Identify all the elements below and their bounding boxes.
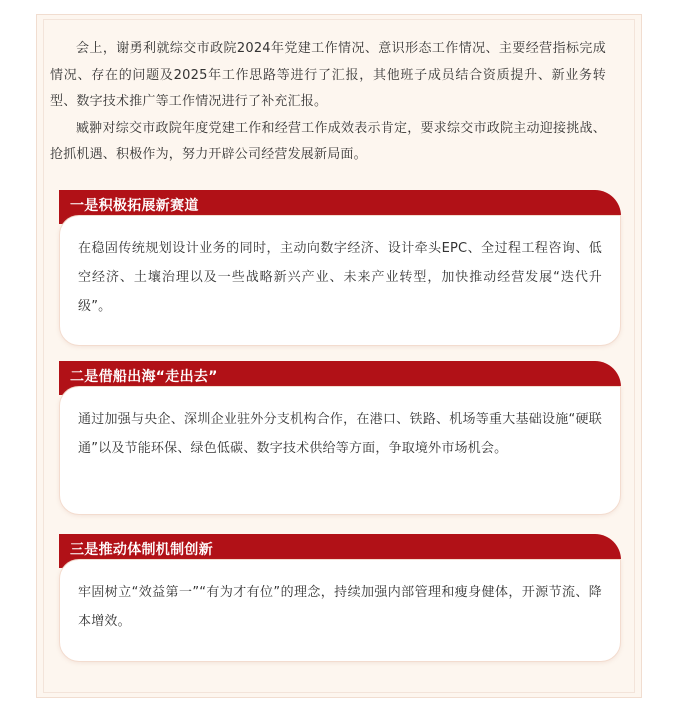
section-body: 通过加强与央企、深圳企业驻外分支机构合作，在港口、铁路、机场等重大基础设施“硬联通”以及节能环保、绿色低碳、数字技术供给等方面，争取境外市场机会。 bbox=[78, 412, 602, 456]
section-card bbox=[59, 386, 621, 515]
section-new-track bbox=[59, 190, 621, 346]
intro-paragraph-1: 会上，谢勇利就综交市政院2024年党建工作情况、意识形态工作情况、主要经营指标完成情况、存在的问题及2025年工作思路等进行了汇报，其他班子成员结合资质提升、新业务转型、数字技术推广等工作情况进行了补充汇报。 bbox=[50, 41, 606, 109]
section-title: 一是积极拓展新赛道 bbox=[70, 198, 199, 214]
section-go-global bbox=[59, 361, 621, 515]
intro-paragraph-2: 臧翀对综交市政院年度党建工作和经营工作成效表示肯定，要求综交市政院主动迎接挑战、抢抓机遇、积极作为，努力开辟公司经营发展新局面。 bbox=[50, 120, 606, 162]
section-title: 二是借船出海“走出去” bbox=[70, 369, 218, 385]
section-title: 三是推动体制机制创新 bbox=[70, 542, 213, 558]
section-card bbox=[59, 559, 621, 662]
section-body: 牢固树立“效益第一”“有为才有位”的理念，持续加强内部管理和瘦身健体，开源节流、降本增效。 bbox=[78, 585, 602, 629]
intro-text bbox=[50, 36, 606, 169]
section-card bbox=[59, 215, 621, 346]
section-institutional-innovation bbox=[59, 534, 621, 662]
section-body: 在稳固传统规划设计业务的同时，主动向数字经济、设计牵头EPC、全过程工程咨询、低空经济、土壤治理以及一些战略新兴产业、未来产业转型，加快推动经营发展“迭代升级”。 bbox=[78, 241, 602, 314]
